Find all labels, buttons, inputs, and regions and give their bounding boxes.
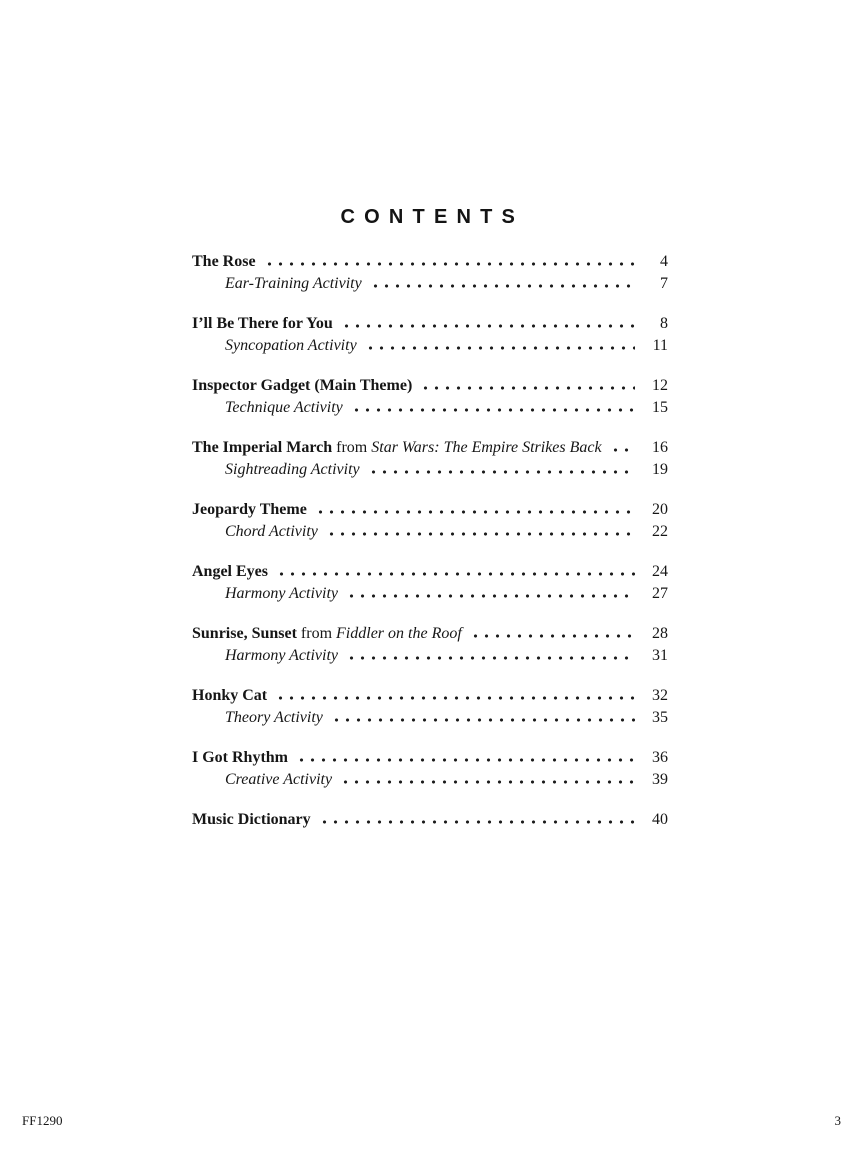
activity-title: Technique Activity (225, 399, 343, 416)
toc-group (192, 437, 668, 481)
dot-leader (329, 718, 635, 722)
page-number: 3 (834, 1113, 841, 1128)
toc-entry (192, 747, 668, 769)
dot-leader (273, 696, 635, 700)
dot-leader (418, 386, 635, 390)
toc-group (192, 313, 668, 357)
activity-title: Sightreading Activity (225, 461, 360, 478)
entry-work-title: Fiddler on the Roof (336, 625, 462, 642)
toc-entry (192, 437, 668, 459)
toc-activity (192, 397, 668, 419)
dot-leader (468, 634, 635, 638)
toc-activity (192, 583, 668, 605)
toc-group (192, 251, 668, 295)
activity-title: Harmony Activity (225, 585, 339, 602)
entry-page: 20 (652, 501, 668, 518)
toc-entry (192, 809, 668, 831)
entry-title: The Rose (192, 253, 256, 270)
activity-page: 7 (660, 275, 668, 292)
dot-leader (344, 594, 635, 598)
dot-leader (349, 408, 635, 412)
dot-leader (262, 262, 635, 266)
activity-page: 39 (652, 771, 668, 788)
entry-page: 8 (660, 315, 668, 332)
toc-activity (192, 273, 668, 295)
toc-group (192, 375, 668, 419)
toc-activity (192, 707, 668, 729)
toc-activity (192, 335, 668, 357)
toc-activity (192, 459, 668, 481)
activity-page: 11 (652, 337, 668, 354)
dot-leader (339, 324, 635, 328)
entry-page: 28 (652, 625, 668, 642)
dot-leader (344, 656, 635, 660)
activity-title: Creative Activity (225, 771, 333, 788)
toc-entry (192, 561, 668, 583)
entry-work-title: Star Wars: The Empire Strikes Back (371, 439, 602, 456)
toc-group (192, 561, 668, 605)
entry-title: Inspector Gadget (Main Theme) (192, 377, 413, 394)
dot-leader (366, 470, 635, 474)
toc-group (192, 623, 668, 667)
toc-entry (192, 623, 668, 645)
entry-title: I Got Rhythm (192, 749, 289, 766)
dot-leader (363, 346, 635, 350)
dot-leader (608, 448, 635, 452)
activity-title: Theory Activity (225, 709, 323, 726)
toc-group (192, 809, 668, 831)
entry-page: 16 (652, 439, 668, 456)
toc-group (192, 747, 668, 791)
table-of-contents (192, 251, 668, 849)
entry-title: I’ll Be There for You (192, 315, 333, 332)
dot-leader (368, 284, 635, 288)
entry-page: 36 (652, 749, 668, 766)
toc-group (192, 685, 668, 729)
toc-entry (192, 499, 668, 521)
toc-activity (192, 769, 668, 791)
entry-page: 40 (652, 811, 668, 828)
toc-group (192, 499, 668, 543)
activity-title: Chord Activity (225, 523, 318, 540)
activity-page: 27 (652, 585, 668, 602)
entry-connector: from (300, 625, 333, 642)
toc-activity (192, 521, 668, 543)
activity-page: 22 (652, 523, 668, 540)
activity-title: Harmony Activity (225, 647, 339, 664)
entry-title: Jeopardy Theme (192, 501, 307, 518)
entry-page: 4 (660, 253, 668, 270)
entry-title: The Imperial March from Star Wars: The Empire Strikes Back (192, 439, 602, 456)
activity-page: 31 (652, 647, 668, 664)
activity-page: 15 (652, 399, 668, 416)
dot-leader (313, 510, 635, 514)
entry-title: Honky Cat (192, 687, 268, 704)
activity-page: 35 (652, 709, 668, 726)
dot-leader (274, 572, 635, 576)
entry-page: 12 (652, 377, 668, 394)
page-title: CONTENTS (340, 206, 525, 228)
dot-leader (317, 820, 635, 824)
activity-title: Syncopation Activity (225, 337, 357, 354)
entry-title: Angel Eyes (192, 563, 268, 580)
dot-leader (294, 758, 635, 762)
entry-page: 32 (652, 687, 668, 704)
toc-entry (192, 251, 668, 273)
toc-activity (192, 645, 668, 667)
toc-entry (192, 313, 668, 335)
catalog-number: FF1290 (22, 1113, 63, 1128)
toc-entry (192, 375, 668, 397)
dot-leader (338, 780, 635, 784)
dot-leader (324, 532, 635, 536)
entry-title: Music Dictionary (192, 811, 311, 828)
entry-page: 24 (652, 563, 668, 580)
activity-page: 19 (652, 461, 668, 478)
entry-connector: from (336, 439, 368, 456)
activity-title: Ear-Training Activity (225, 275, 362, 292)
toc-entry (192, 685, 668, 707)
entry-title: Sunrise, Sunset from Fiddler on the Roof (192, 625, 462, 642)
